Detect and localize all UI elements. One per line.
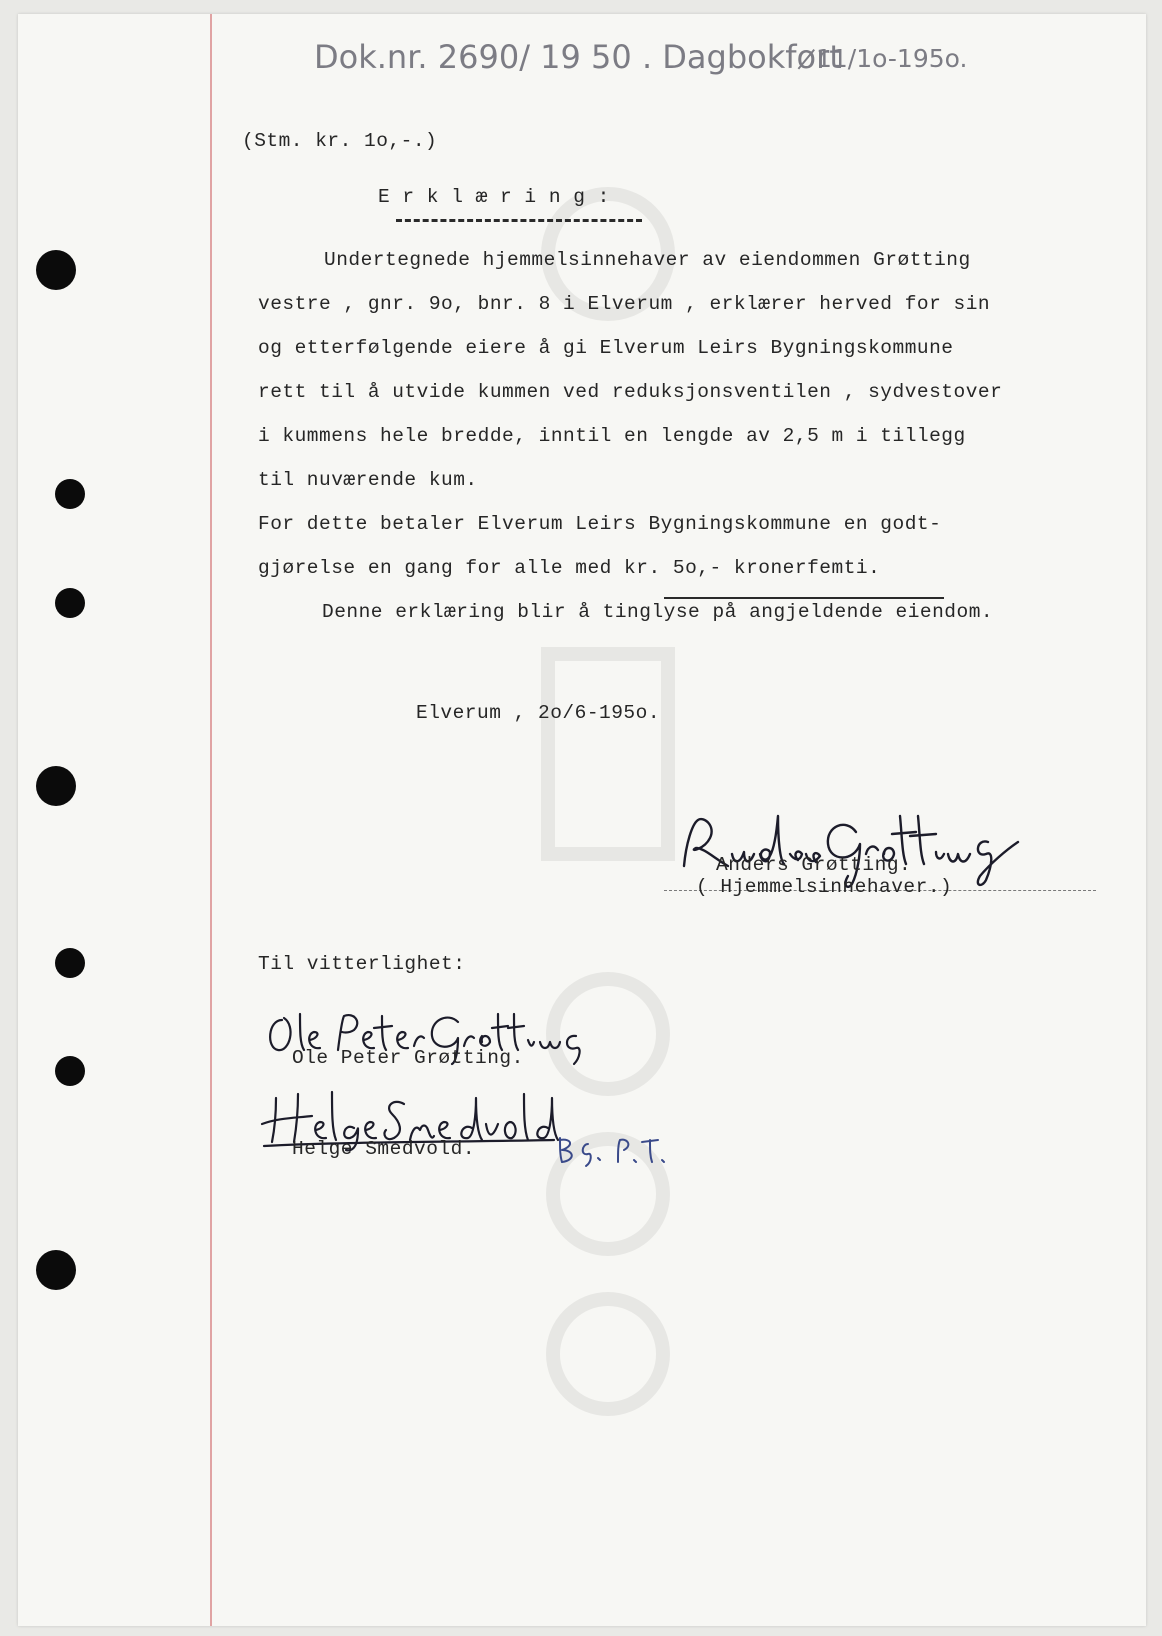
heading-underline — [396, 219, 642, 222]
paragraph-line: vestre , gnr. 9o, bnr. 8 i Elverum , erklærer herved for sin — [258, 293, 991, 315]
witness-name: Helge Smedvold. — [292, 1138, 476, 1160]
paragraph-line: Denne erklæring blir å tinglyse på angjeldende eiendom. — [322, 601, 994, 623]
annotation-initials — [554, 1132, 674, 1168]
punch-hole — [36, 250, 76, 290]
stamp-fee: (Stm. kr. 1o,-.) — [242, 130, 438, 152]
punch-hole — [36, 766, 76, 806]
document-page — [18, 14, 1146, 1626]
place-and-date: Elverum , 2o/6-195o. — [416, 702, 661, 724]
margin-line — [210, 14, 212, 1626]
punch-hole — [55, 479, 85, 509]
document-heading: E r k l æ r i n g : — [378, 186, 610, 208]
punch-hole — [36, 1250, 76, 1290]
paragraph-line: og etterfølgende eiere å gi Elverum Leirs Bygningskommune — [258, 337, 954, 359]
registration-date: 11/1o-195o. — [816, 44, 968, 73]
paragraph-line: gjørelse en gang for alle med kr. 5o,- kronerfemti. — [258, 557, 881, 579]
paragraph-line: For dette betaler Elverum Leirs Bygningskommune en godt- — [258, 513, 942, 535]
amount-underline — [664, 597, 944, 599]
signatory-role: ( Hjemmelsinnehaver.) — [696, 876, 953, 898]
punch-hole — [55, 948, 85, 978]
witness-name: Ole Peter Grøtting. — [292, 1047, 524, 1069]
signatory-name: Anders Grøtting. — [716, 854, 912, 876]
paragraph-line: til nuværende kum. — [258, 469, 478, 491]
paragraph-line: rett til å utvide kummen ved reduksjonsventilen , sydvestover — [258, 381, 1003, 403]
paragraph-line: i kummens hele bredde, inntil en lengde av 2,5 m i tillegg — [258, 425, 966, 447]
witness-label: Til vitterlighet: — [258, 953, 466, 975]
punch-hole — [55, 588, 85, 618]
registration-stamp: Dok.nr. 2690/ 19 50 . Dagbokført — [314, 38, 842, 76]
punch-hole — [55, 1056, 85, 1086]
paragraph-line: Undertegnede hjemmelsinnehaver av eiendommen Grøtting — [324, 249, 971, 271]
